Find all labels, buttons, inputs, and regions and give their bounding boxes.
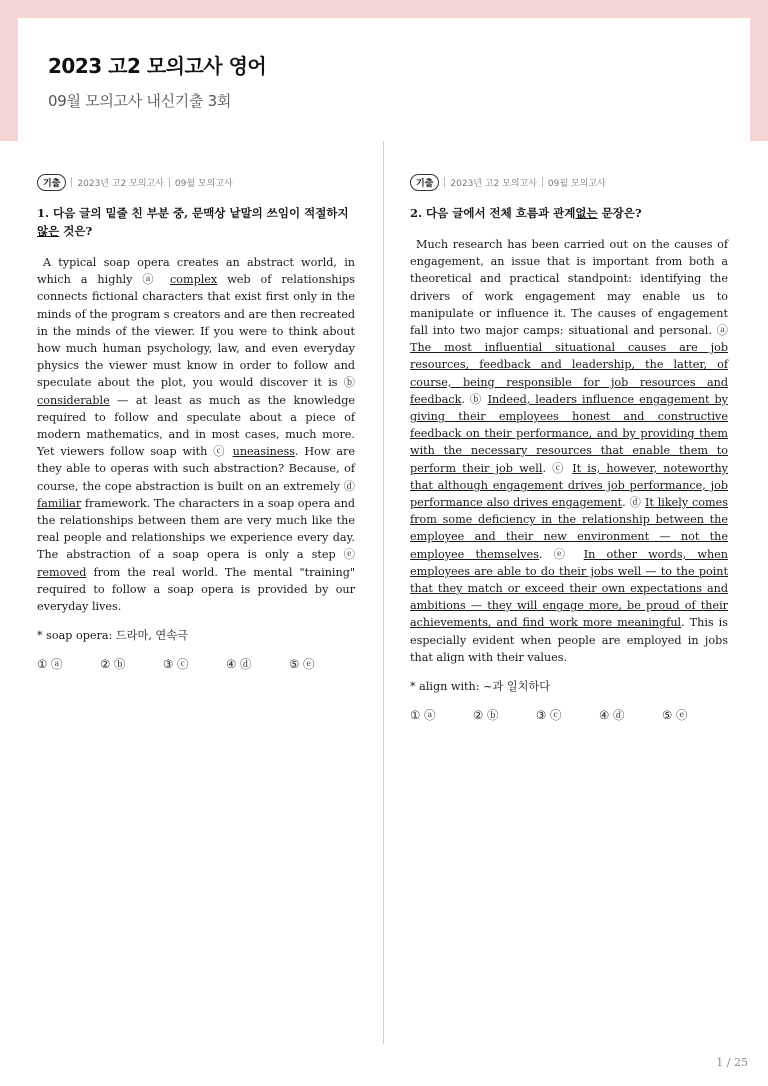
underlined-c: It is, however, noteworthy that although engagement drives job performance, job performance also drives engagement	[410, 461, 728, 510]
underlined-a: The most influential situational causes are job resources, feedback and leadership, the latter, of course, being responsible for job resources and feedback	[410, 341, 728, 406]
answer-choices	[37, 656, 355, 672]
question-meta	[37, 174, 355, 190]
prompt-text-end: 문장은?	[597, 206, 642, 220]
question-prompt	[37, 204, 355, 240]
underlined-d: familiar	[37, 496, 82, 510]
underlined-d: It likely comes from some deficiency in the relationship between the employee and their new environment — not the employee themselves	[410, 496, 728, 561]
passage-text: . ⓑ	[461, 392, 488, 406]
source-badge: 기출	[410, 174, 439, 191]
source-month: 09월 모의고사	[547, 178, 606, 189]
choice-5[interactable]: ⑤ ⓔ	[662, 708, 688, 723]
passage-text: . ⓒ	[542, 461, 573, 475]
passage-text: . How are they able to operas with such abstraction? Because, of course, the cope abstraction is built on an extremely ⓓ	[37, 445, 356, 493]
passage-text: Much research has been carried out on the causes of engagement, an issue that is important from both a theoretical and practical standpoint: identifying the drivers of work engagement may enable us to manipulate or influence it. The causes of engagement fall into two major camps: situational and personal. ⓐ	[410, 238, 728, 338]
passage-text: . ⓔ	[539, 547, 584, 561]
passage-text: web of relationships connects fictional characters that exist first only in the minds of the program s creators and are then recreated in the minds of the viewer. If you were to think about how much human psychology, law, and even everyday physics the viewer must know in order to follow and speculate about the plot, you would discover it is ⓑ	[37, 273, 355, 390]
choice-1[interactable]: ① ⓐ	[37, 657, 63, 672]
underlined-b: considerable	[37, 393, 110, 407]
underlined-c: uneasiness	[232, 445, 295, 459]
choice-3[interactable]: ③ ⓒ	[536, 708, 562, 723]
passage-text: . ⓓ	[622, 496, 645, 510]
choice-1[interactable]: ① ⓐ	[410, 708, 436, 723]
passage	[410, 236, 728, 666]
source-badge: 기출	[37, 174, 66, 191]
meta-divider	[444, 177, 445, 187]
question-prompt	[410, 204, 728, 222]
passage-text: A typical soap opera creates an abstract world, in which a highly ⓐ	[37, 256, 355, 287]
meta-divider	[71, 177, 72, 187]
page-title: 2023 고2 모의고사 영어	[48, 54, 267, 78]
passage	[37, 254, 355, 615]
passage-text: . This is especially evident when people are employed in jobs that align with their values.	[410, 616, 728, 664]
underlined-e: In other words, when employees are able to do their jobs well — to the point that they match or exceed their own expectations and ambitions — they will engage more, be proud of their achievements, and find work more meaningful	[410, 547, 728, 630]
question-1	[37, 174, 355, 672]
column-divider	[383, 141, 384, 1044]
prompt-emphasis: 않은	[37, 224, 60, 238]
answer-choices	[410, 707, 728, 723]
page-subtitle: 09월 모의고사 내신기출 3회	[48, 92, 232, 110]
source-month: 09월 모의고사	[174, 178, 233, 189]
choice-4[interactable]: ④ ⓓ	[226, 657, 252, 672]
prompt-text: 1. 다음 글의 밑줄 친 부분 중, 문맥상 낱말의 쓰임이 적절하지	[37, 206, 349, 220]
prompt-text: 2. 다음 글에서 전체 흐름과 관계	[410, 206, 576, 220]
choice-4[interactable]: ④ ⓓ	[599, 708, 625, 723]
passage-text: — at least as much as the knowledge required to follow and speculate about a piece of modern mathematics, and in most cases, much more. Yet viewers follow soap with ⓒ	[37, 393, 355, 459]
choice-5[interactable]: ⑤ ⓔ	[289, 657, 315, 672]
question-2	[410, 174, 728, 723]
prompt-emphasis: 없는	[575, 206, 598, 220]
passage-text: from the real world. The mental "training" required to follow a soap opera is provided by our everyday lives.	[37, 565, 355, 614]
footnote: * soap opera: 드라마, 연속극	[37, 629, 188, 643]
underlined-e: removed	[37, 565, 87, 579]
meta-divider	[542, 177, 543, 187]
question-meta	[410, 174, 728, 190]
choice-2[interactable]: ② ⓑ	[473, 708, 499, 723]
choice-2[interactable]: ② ⓑ	[100, 657, 126, 672]
source-year: 2023년 고2 모의고사	[450, 178, 537, 189]
meta-divider	[169, 177, 170, 187]
underlined-a: complex	[169, 273, 218, 287]
passage-text: framework. The characters in a soap opera and the relationships between them are very much like the real people and relationships we experience every day. The abstraction of a soap opera is only a step ⓔ	[37, 496, 355, 562]
underlined-b: Indeed, leaders influence engagement by giving their employees honest and constructive feedback on their performance, and by providing them with the necessary resources that enable them to perform their job well	[410, 392, 728, 475]
page-number: 1 / 25	[716, 1056, 748, 1069]
footnote: * align with: ~과 일치하다	[410, 680, 551, 694]
prompt-text-end: 것은?	[59, 224, 93, 238]
choice-3[interactable]: ③ ⓒ	[163, 657, 189, 672]
source-year: 2023년 고2 모의고사	[77, 178, 164, 189]
header-card	[18, 18, 750, 141]
